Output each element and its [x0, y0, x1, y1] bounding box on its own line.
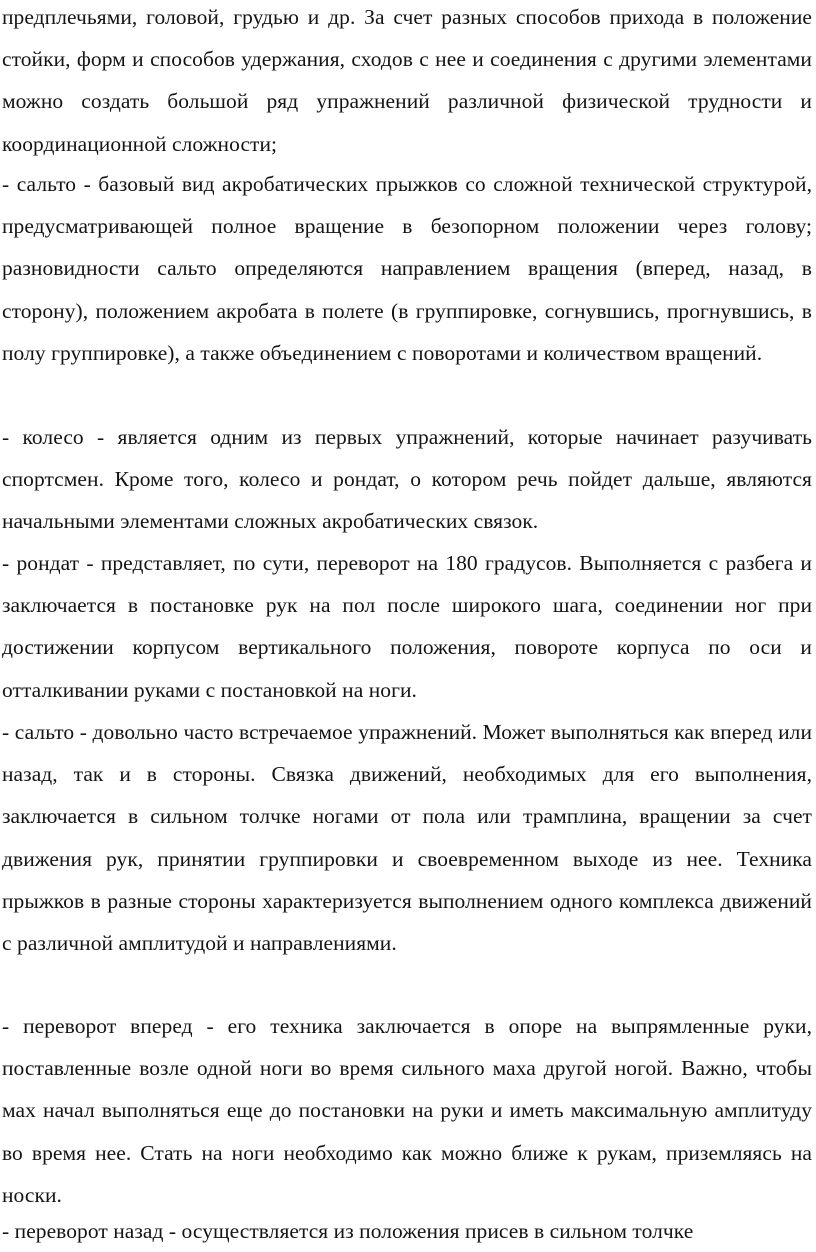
paragraph-cartwheel: - колесо - является одним из первых упражнений, которые начинает разучивать спортсмен. Кроме того, колесо и рондат, о котором речь пойдет дальше, являются начальными элементами сложных акробатических связок. — [2, 425, 812, 534]
paragraph-salto-definition: - сальто - базовый вид акробатических прыжков со сложной технической структурой, предусматривающей полное вращение в безопорном положении через голову; разновидности сальто определяются направлением вращения (вперед, назад, в сторону), положением акробата в полете (в группировке, согнувшись, прогнувшись, в полу группировке), а также объединением с поворотами и количеством вращений. — [2, 172, 812, 365]
paragraph-salto-technique: - сальто - довольно часто встречаемое упражнений. Может выполняться как вперед или назад, так и в стороны. Связка движений, необходимых для его выполнения, заключается в сильном толчке ногами от пола или трамплина, вращении за счет движения рук, принятии группировки и своевременном выходе из нее. Техника прыжков в разные стороны характеризуется выполнением одного комплекса движений с различной амплитудой и направлениями. — [2, 720, 812, 956]
paragraph-handstand-continuation: предплечьями, головой, грудью и др. За счет разных способов прихода в положение стойки, форм и способов удержания, сходов с нее и соединения с другими элементами можно создать большой ряд упражнений различной физической трудности и координационной сложности; — [2, 5, 812, 156]
paragraph-back-walkover: - переворот назад - осуществляется из положения присев в сильном толчке — [2, 1219, 694, 1243]
paragraph-front-walkover: - переворот вперед - его техника заключается в опоре на выпрямленные руки, поставленные возле одной ноги во время сильного маха другой ногой. Важно, чтобы мах начал выполняться еще до постановки на руки и иметь максимальную амплитуду во время нее. Стать на ноги необходимо как можно ближе к рукам, приземляясь на носки. — [2, 1014, 812, 1207]
paragraph-roundoff: - рондат - представляет, по сути, переворот на 180 градусов. Выполняется с разбега и заключается в постановке рук на пол после широкого шага, соединении ног при достижении корпусом вертикального положения, повороте корпуса по оси и отталкивании руками с постановкой на ноги. — [2, 551, 812, 702]
